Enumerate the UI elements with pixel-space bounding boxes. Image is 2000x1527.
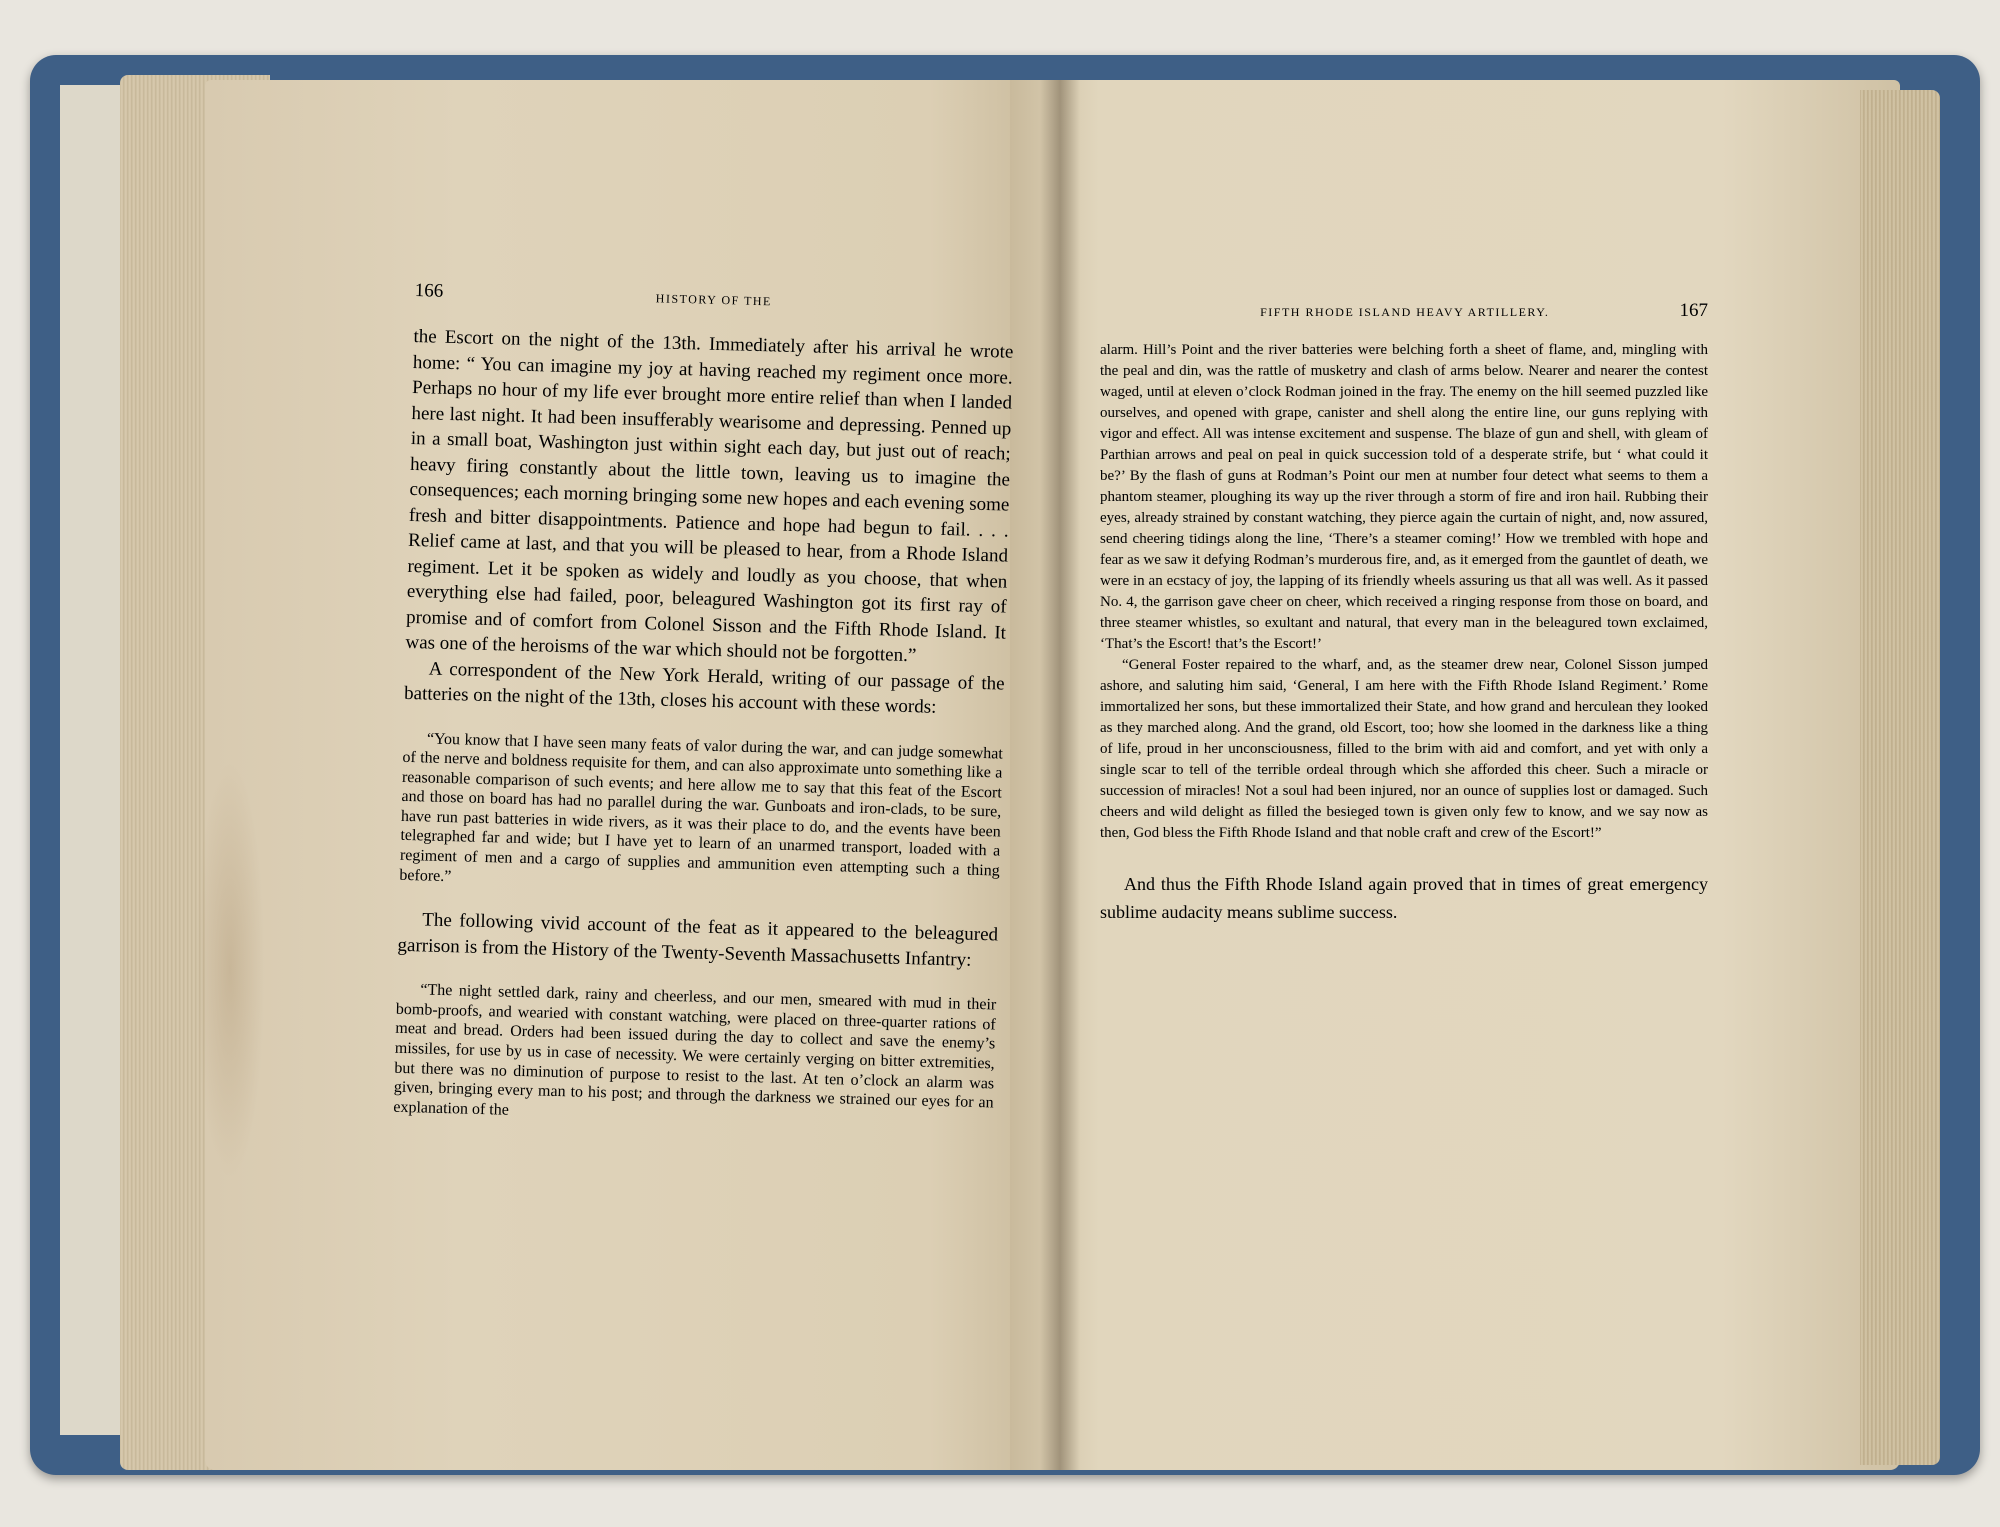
endpaper [60,85,120,1435]
running-head: HISTORY OF THE [655,291,773,309]
page-edges-right [1860,90,1940,1465]
book-gutter [1040,80,1080,1470]
paragraph: the Escort on the night of the 13th. Immediately after his arrival he wrote home: “ You can imagine my joy at having reached my regiment once more. Perhaps no hour of my life ever brought more entire relief than when I landed here last night. It had been insufferably wearisome and depressing. Penned up in a small boat, Washington just within sight each day, but just out of reach; heavy firing constantly about the little town, leaving us to imagine the consequences; each morning bringing some new hopes and each evening some fresh and bitter disappointments. Patience and hope had begun to fail. . . . Relief came at last, and that you will be pleased to hear, from a Rhode Island regiment. Let it be spoken as widely and loudly as you choose, that when everything else had failed, poor, beleagured Washington got its first ray of promise and of comfort from Colonel Sisson and the Fifth Rhode Island. It was one of the heroisms of the war which should not be forgotten.” [405,325,1014,667]
water-stain [195,760,265,1180]
closing-paragraph: And thus the Fifth Rhode Island again proved that in times of great emergency sublime audacity means sublime success. [1100,874,1708,922]
page-number: 167 [1679,300,1708,321]
left-page-text [393,280,1015,1133]
paragraph: alarm. Hill’s Point and the river batteries were belching forth a sheet of flame, and, mingling with the peal and din, was the rattle of musketry and clash of arms below. Nearer and nearer the contest waged, until at eleven o’clock Rodman joined in the fray. The enemy on the hill seemed puzzled like ourselves, and opened with grape, canister and shell along the entire line, our guns replying with vigor and effect. All was intense excitement and suspense. The blaze of gun and shell, with gleam of Parthian arrows and peal on peal in quick succession told of a desperate strife, but ‘ what could it be?’ By the flash of guns at Rodman’s Point our men at number four detect what seems to them a phantom steamer, ploughing its way up the river through a storm of fire and iron hail. Rubbing their eyes, already strained by constant watching, they pierce again the curtain of night, and, now assured, send cheering tidings along the line, ‘There’s a steamer coming!’ How we trembled with hope and fear as we saw it defying Rodman’s murderous fire, and, as it emerged from the gauntlet of death, we were in an ecstacy of joy, the lapping of its friendly wheels assuring us that all was well. As it passed No. 4, the garrison gave cheer on cheer, which received a ringing response from those on board, and three steamer whistles, so exultant and natural, that every man in the beleagured town exclaimed, ‘That’s the Escort! that’s the Escort!’ [1100,342,1708,652]
page-number: 166 [414,280,444,302]
running-head: FIFTH RHODE ISLAND HEAVY ARTILLERY. [1260,305,1550,319]
paragraph: “General Foster repaired to the wharf, and, as the steamer drew near, Colonel Sisson jumped ashore, and saluting him said, ‘General, I am here with the Fifth Rhode Island Regiment.’ Rome immortalized her sons, but these immortalized their State, and how grand and herculean they looked as they marched along. And the grand, old Escort, too; how she loomed in the darkness like a thing of life, proud in her unconsciousness, filled to the brim with aid and comfort, and yet with only a single scar to tell of the terrible ordeal through which she afforded this cheer. Such a miracle or succession of miracles! Not a soul had been injured, nor an ounce of supplies lost or damaged. Such cheers and wild delight as filled the besieged town is given only few to know, and we say now as then, God bless the Fifth Rhode Island and that noble craft and crew of the Escort!” [1100,657,1708,841]
right-page-text [1100,300,1708,926]
paragraph: The following vivid account of the feat as it appeared to the beleagured garrison is from the History of the Twenty-Seventh Massachusetts Infantry: [397,909,999,971]
right-page-header [1100,300,1708,322]
block-quote: “You know that I have seen many feats of valor during the war, and can judge somewhat of the nerve and boldness requisite for them, and can also approximate unto something like a reasonable comparison of such events; and here allow me to say that this feat of the Escort and those on board has had no parallel during the war. Gunboats and iron-clads, to be sure, have run past batteries in wide rivers, as it was their place to do, and the events have been telegraphed far and wide; but I have yet to learn of an unarmed transport, loaded with a regiment of men and a cargo of supplies and ammunition even attempting such a thing before.” [399,729,1004,885]
block-quote: “The night settled dark, rainy and cheerless, and our men, smeared with mud in their bomb-proofs, and wearied with constant watching, were placed on three-quarter rations of meat and bread. Orders had been issued during the day to collect and save the enemy’s missiles, for use by us in case of necessity. We were certainly verging on bitter extremities, but there was no diminution of purpose to resist to the last. At ten o’clock an alarm was given, bringing every man to his post; and through the darkness we strained our eyes for an explanation of the [393,981,997,1119]
paragraph: A correspondent of the New York Herald, writing of our passage of the batteries on the night of the 13th, closes his account with these words: [403,657,1005,718]
